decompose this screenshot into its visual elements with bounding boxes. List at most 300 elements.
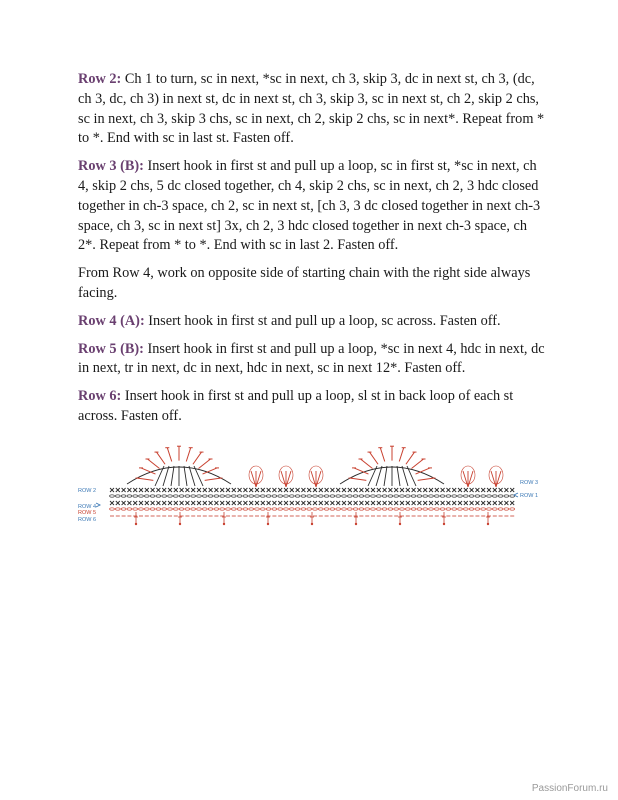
sc-symbol — [272, 501, 276, 505]
cluster-spoke — [199, 459, 211, 469]
cluster-spoke — [406, 452, 415, 464]
sc-symbol — [110, 488, 114, 492]
chain-symbol — [324, 508, 329, 510]
turn-arrow — [96, 503, 100, 507]
chain-symbol — [202, 508, 207, 510]
sc-symbol — [203, 488, 207, 492]
cluster-spoke — [351, 478, 367, 480]
chain-symbol — [179, 508, 184, 510]
sc-symbol — [475, 501, 479, 505]
chain-symbol — [417, 508, 422, 510]
sc-symbol — [267, 501, 271, 505]
sc-symbol — [290, 488, 294, 492]
sc-symbol — [313, 488, 317, 492]
pattern-instructions — [78, 70, 548, 435]
row-label-right: ROW 3 — [520, 480, 539, 486]
chain-symbol — [475, 508, 480, 510]
sc-symbol — [354, 488, 358, 492]
sc-symbol — [162, 488, 166, 492]
dc-post — [384, 466, 387, 486]
cluster-spoke — [147, 459, 159, 469]
chain-symbol — [179, 495, 184, 497]
sc-symbol — [243, 501, 247, 505]
chain-symbol — [191, 508, 196, 510]
chain-symbol — [226, 495, 231, 497]
sc-symbol — [180, 488, 184, 492]
chain-symbol — [260, 508, 265, 510]
chain-symbol — [376, 495, 381, 497]
chain-symbol — [446, 508, 451, 510]
sc-symbol — [313, 501, 317, 505]
tr-dot — [179, 523, 181, 525]
chain-symbol — [440, 508, 445, 510]
chain-symbol — [463, 495, 468, 497]
chain-symbol — [301, 508, 306, 510]
chain-symbol — [214, 495, 219, 497]
sc-symbol — [429, 488, 433, 492]
sc-symbol — [487, 488, 491, 492]
chain-symbol — [301, 495, 306, 497]
dc-symbol — [354, 512, 358, 523]
sc-symbol — [145, 488, 149, 492]
cluster-spoke — [399, 448, 403, 462]
dc-symbol — [134, 512, 138, 523]
cluster-spoke — [205, 478, 221, 480]
cluster-spoke — [412, 459, 424, 469]
sc-symbol — [452, 501, 456, 505]
chain-symbol — [365, 508, 370, 510]
sc-symbol — [232, 501, 236, 505]
chain-symbol — [400, 508, 405, 510]
chain-symbol — [318, 508, 323, 510]
dc-symbol — [310, 512, 314, 523]
sc-symbol — [127, 501, 131, 505]
row-label: Row 2: — [78, 71, 122, 87]
sc-symbol — [296, 488, 300, 492]
sc-symbol — [423, 488, 427, 492]
sc-symbol — [377, 501, 381, 505]
chain-symbol — [289, 508, 294, 510]
leaf-spoke — [286, 471, 291, 487]
sc-symbol — [348, 488, 352, 492]
sc-symbol — [504, 501, 508, 505]
sc-symbol — [116, 488, 120, 492]
sc-symbol — [383, 488, 387, 492]
chain-symbol — [243, 495, 248, 497]
chain-symbol — [266, 508, 271, 510]
chain-symbol — [394, 495, 399, 497]
chain-symbol — [255, 508, 260, 510]
chain-symbol — [347, 508, 352, 510]
sc-symbol — [174, 501, 178, 505]
dc-post — [397, 466, 400, 486]
sc-symbol — [220, 501, 224, 505]
chain-symbol — [452, 508, 457, 510]
sc-symbol — [493, 488, 497, 492]
sc-symbol — [359, 488, 363, 492]
sc-symbol — [464, 501, 468, 505]
chain-symbol — [231, 508, 236, 510]
sc-symbol — [336, 501, 340, 505]
row-label-right: ROW 1 — [520, 493, 539, 499]
sc-symbol — [209, 501, 213, 505]
sc-symbol — [255, 488, 259, 492]
sc-symbol — [464, 488, 468, 492]
leaf-spoke — [463, 471, 468, 487]
sc-symbol — [458, 488, 462, 492]
sc-symbol — [470, 501, 474, 505]
row-4-note — [78, 264, 548, 304]
chain-symbol — [115, 508, 120, 510]
sc-symbol — [278, 488, 282, 492]
chain-symbol — [434, 508, 439, 510]
dc-symbol — [486, 512, 490, 523]
sc-symbol — [388, 501, 392, 505]
tr-dot — [267, 523, 269, 525]
sc-symbol — [319, 501, 323, 505]
chain-symbol — [168, 508, 173, 510]
chain-symbol — [208, 495, 213, 497]
sc-symbol — [168, 501, 172, 505]
row-text: Insert hook in first st and pull up a loop, sc in first st, *sc in next, ch 4, skip 2 chs, 5 dc closed together, ch 4, skip 2 chs, sc in next, ch 2, 3 hdc closed together in ch-3 space, ch 2, sc in next st, [ch 3, 3 dc closed together in next ch-3 space, ch 3, sc in next st] 3x, ch 2, 3 hdc closed together in next ch-3 space, ch 2*. Repeat from * to *. End with sc in last 2. Fasten off. — [78, 158, 541, 254]
row-text: Insert hook in first st and pull up a loop, *sc in next 4, hdc in next, dc in next, tr in next, dc in next, hdc in next, sc in next 12*. Fasten off. — [78, 340, 545, 377]
sc-symbol — [493, 501, 497, 505]
chain-symbol — [388, 495, 393, 497]
chain-symbol — [173, 495, 178, 497]
dc-post — [376, 466, 382, 486]
sc-symbol — [156, 501, 160, 505]
chain-symbol — [423, 495, 428, 497]
chain-symbol — [440, 495, 445, 497]
chain-symbol — [185, 508, 190, 510]
sc-symbol — [209, 488, 213, 492]
cluster-spoke — [167, 448, 171, 462]
row-text: From Row 4, work on opposite side of starting chain with the right side always facing. — [78, 265, 531, 301]
row-label: Row 3 (B): — [78, 158, 144, 175]
chain-symbol — [144, 508, 149, 510]
chain-symbol — [284, 495, 289, 497]
chain-symbol — [127, 495, 132, 497]
chain-symbol — [411, 508, 416, 510]
chain-symbol — [249, 495, 254, 497]
sc-symbol — [377, 488, 381, 492]
row-label-left: ROW 4 — [78, 504, 97, 510]
chain-symbol — [307, 495, 312, 497]
chain-symbol — [266, 495, 271, 497]
chain-symbol — [156, 495, 161, 497]
chain-symbol — [231, 495, 236, 497]
sc-symbol — [417, 501, 421, 505]
leaf-spoke — [281, 471, 286, 487]
chain-symbol — [255, 495, 260, 497]
sc-symbol — [388, 488, 392, 492]
sc-symbol — [342, 501, 346, 505]
sc-symbol — [133, 488, 137, 492]
chain-symbol — [469, 508, 474, 510]
sc-symbol — [429, 501, 433, 505]
row-3-instruction — [78, 157, 548, 256]
sc-symbol — [470, 488, 474, 492]
sc-symbol — [400, 488, 404, 492]
chain-symbol — [127, 508, 132, 510]
chain-symbol — [498, 495, 503, 497]
chain-symbol — [429, 495, 434, 497]
chain-symbol — [405, 495, 410, 497]
tr-dot — [311, 523, 313, 525]
sc-symbol — [371, 501, 375, 505]
dc-symbol — [442, 512, 446, 523]
sc-symbol — [191, 501, 195, 505]
leaf-spoke — [491, 471, 496, 487]
sc-symbol — [400, 501, 404, 505]
chain-symbol — [168, 495, 173, 497]
chain-symbol — [330, 508, 335, 510]
sc-symbol — [359, 501, 363, 505]
sc-symbol — [249, 488, 253, 492]
sc-symbol — [122, 488, 126, 492]
tr-dot — [355, 523, 357, 525]
sc-symbol — [267, 488, 271, 492]
sc-symbol — [446, 488, 450, 492]
sc-symbol — [284, 501, 288, 505]
sc-symbol — [504, 488, 508, 492]
chain-symbol — [226, 508, 231, 510]
sc-symbol — [499, 488, 503, 492]
sc-symbol — [197, 501, 201, 505]
sc-symbol — [319, 488, 323, 492]
sc-symbol — [249, 501, 253, 505]
sc-symbol — [238, 501, 242, 505]
chain-symbol — [382, 508, 387, 510]
chain-symbol — [272, 508, 277, 510]
chain-symbol — [243, 508, 248, 510]
chain-symbol — [475, 495, 480, 497]
chain-symbol — [469, 495, 474, 497]
chain-symbol — [156, 508, 161, 510]
sc-symbol — [458, 501, 462, 505]
sc-symbol — [261, 501, 265, 505]
sc-symbol — [412, 488, 416, 492]
sc-symbol — [499, 501, 503, 505]
sc-symbol — [330, 488, 334, 492]
dc-post — [163, 466, 169, 486]
chain-symbol — [197, 495, 202, 497]
chain-symbol — [144, 495, 149, 497]
sc-symbol — [481, 501, 485, 505]
chain-symbol — [481, 495, 486, 497]
chain-symbol — [492, 495, 497, 497]
tr-dot — [223, 523, 225, 525]
chain-symbol — [504, 508, 509, 510]
chain-symbol — [376, 508, 381, 510]
chain-symbol — [110, 508, 115, 510]
sc-symbol — [348, 501, 352, 505]
chain-symbol — [498, 508, 503, 510]
tr-dot — [135, 523, 137, 525]
sc-symbol — [145, 501, 149, 505]
chain-symbol — [365, 495, 370, 497]
sc-symbol — [226, 488, 230, 492]
sc-symbol — [127, 488, 131, 492]
chain-symbol — [359, 495, 364, 497]
sc-symbol — [336, 488, 340, 492]
sc-symbol — [185, 501, 189, 505]
chain-symbol — [411, 495, 416, 497]
sc-symbol — [203, 501, 207, 505]
sc-symbol — [284, 488, 288, 492]
chain-symbol — [173, 508, 178, 510]
sc-symbol — [342, 488, 346, 492]
chain-symbol — [371, 495, 376, 497]
sc-symbol — [452, 488, 456, 492]
chart-symbols — [96, 446, 518, 525]
chain-symbol — [463, 508, 468, 510]
chain-symbol — [382, 495, 387, 497]
sc-symbol — [261, 488, 265, 492]
leaf-spoke — [468, 471, 473, 487]
sc-symbol — [197, 488, 201, 492]
chain-symbol — [197, 508, 202, 510]
row-text: Ch 1 to turn, sc in next, *sc in next, ch 3, skip 3, dc in next st, ch 3, (dc, ch 3, dc, ch 3) in next st, dc in next st, ch 3, skip 3, sc in next st, ch 2, skip 2 chs, sc in next, ch 3, skip 3 chs, sc in next, ch 2, skip 2 chs, sc in next*. Repeat from * to *. End with sc in last st. Fasten off. — [78, 71, 545, 147]
sc-symbol — [191, 488, 195, 492]
leaf-spoke — [311, 471, 316, 487]
chain-symbol — [208, 508, 213, 510]
sc-symbol — [122, 501, 126, 505]
row-label-left: ROW 6 — [78, 517, 97, 523]
chain-symbol — [434, 495, 439, 497]
chain-symbol — [307, 508, 312, 510]
sc-symbol — [238, 488, 242, 492]
chain-symbol — [405, 508, 410, 510]
sc-symbol — [330, 501, 334, 505]
sc-symbol — [133, 501, 137, 505]
chain-symbol — [110, 495, 115, 497]
chain-symbol — [458, 508, 463, 510]
chain-symbol — [237, 495, 242, 497]
chain-symbol — [191, 495, 196, 497]
chain-symbol — [481, 508, 486, 510]
dc-symbol — [222, 512, 226, 523]
chain-symbol — [342, 508, 347, 510]
chain-symbol — [487, 508, 492, 510]
chain-symbol — [115, 495, 120, 497]
sc-symbol — [226, 501, 230, 505]
chain-symbol — [359, 508, 364, 510]
watermark: PassionForum.ru — [531, 783, 608, 794]
chain-symbol — [487, 495, 492, 497]
sc-symbol — [255, 501, 259, 505]
chain-symbol — [139, 508, 144, 510]
dc-symbol — [266, 512, 270, 523]
chain-symbol — [289, 495, 294, 497]
dc-symbol — [178, 512, 182, 523]
sc-symbol — [365, 501, 369, 505]
sc-symbol — [383, 501, 387, 505]
sc-symbol — [307, 501, 311, 505]
chain-symbol — [388, 508, 393, 510]
chain-symbol — [313, 495, 318, 497]
sc-symbol — [510, 488, 514, 492]
row-2-instruction — [78, 70, 548, 149]
sc-symbol — [475, 488, 479, 492]
sc-symbol — [139, 488, 143, 492]
chain-symbol — [133, 495, 138, 497]
sc-symbol — [307, 488, 311, 492]
chain-symbol — [139, 495, 144, 497]
chain-symbol — [318, 495, 323, 497]
chain-symbol — [313, 508, 318, 510]
row-4-instruction — [78, 312, 548, 332]
chain-symbol — [452, 495, 457, 497]
sc-symbol — [296, 501, 300, 505]
row-label: Row 6: — [78, 388, 122, 405]
sc-symbol — [185, 488, 189, 492]
sc-symbol — [214, 501, 218, 505]
row-6-instruction — [78, 387, 548, 427]
cluster-spoke — [369, 452, 378, 464]
chain-symbol — [429, 508, 434, 510]
sc-symbol — [232, 488, 236, 492]
tr-dot — [399, 523, 401, 525]
chain-symbol — [133, 508, 138, 510]
sc-symbol — [441, 488, 445, 492]
chain-symbol — [121, 495, 126, 497]
row-label: Row 5 (B): — [78, 340, 144, 357]
chain-symbol — [162, 495, 167, 497]
sc-symbol — [371, 488, 375, 492]
chain-symbol — [214, 508, 219, 510]
chain-symbol — [353, 508, 358, 510]
chain-symbol — [394, 508, 399, 510]
sc-symbol — [487, 501, 491, 505]
dc-post — [402, 466, 408, 486]
sc-symbol — [174, 488, 178, 492]
sc-symbol — [301, 501, 305, 505]
chain-symbol — [347, 495, 352, 497]
dc-post — [171, 466, 174, 486]
sc-symbol — [435, 501, 439, 505]
cluster-spoke — [418, 478, 434, 480]
leaf-spoke — [496, 471, 501, 487]
sc-symbol — [110, 501, 114, 505]
chain-symbol — [336, 495, 341, 497]
sc-symbol — [156, 488, 160, 492]
sc-symbol — [406, 488, 410, 492]
chain-symbol — [284, 508, 289, 510]
cluster-spoke — [360, 459, 372, 469]
cluster-spoke — [186, 448, 190, 462]
chain-symbol — [336, 508, 341, 510]
chain-symbol — [417, 495, 422, 497]
sc-symbol — [365, 488, 369, 492]
sc-symbol — [220, 488, 224, 492]
chain-symbol — [202, 495, 207, 497]
chain-symbol — [510, 508, 515, 510]
chain-symbol — [400, 495, 405, 497]
sc-symbol — [325, 488, 329, 492]
chain-symbol — [185, 495, 190, 497]
sc-symbol — [481, 488, 485, 492]
sc-symbol — [290, 501, 294, 505]
dc-post — [184, 466, 187, 486]
leaf-spoke — [316, 471, 321, 487]
chain-symbol — [353, 495, 358, 497]
chain-symbol — [121, 508, 126, 510]
chain-symbol — [260, 495, 265, 497]
chain-symbol — [446, 495, 451, 497]
sc-symbol — [354, 501, 358, 505]
chain-symbol — [324, 495, 329, 497]
